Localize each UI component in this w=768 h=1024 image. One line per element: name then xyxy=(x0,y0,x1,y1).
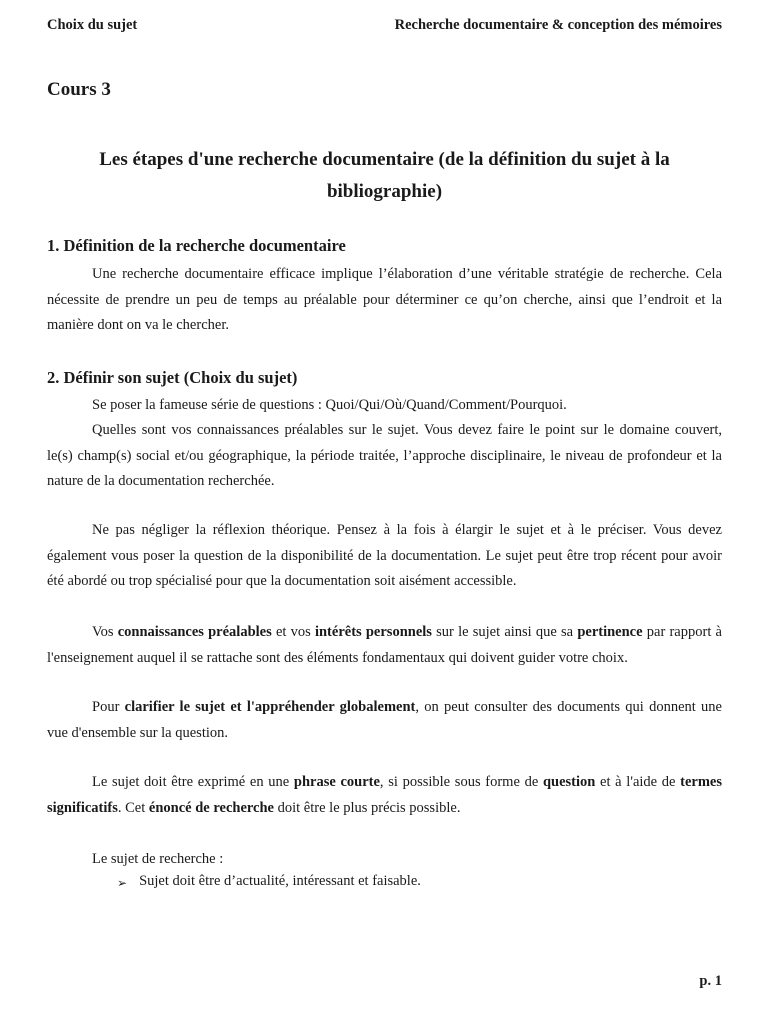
section2-heading: 2. Définir son sujet (Choix du sujet) xyxy=(47,368,298,387)
section1-paragraph: Une recherche documentaire efficace implique l’élaboration d’une véritable stratégie de recherche. Cela nécessite de prendre un peu de temps au préalable pour déterminer ce qu’on cherche, ainsi que l’endroit et la manière dont on va le chercher. xyxy=(47,266,722,334)
page-header xyxy=(47,17,722,34)
clarify-paragraph: Pour clarifier le sujet et l'appréhender globalement, on peut consulter des documents qui donnent une vue d'ensemble sur la question. xyxy=(47,699,722,741)
questions-line: Se poser la fameuse série de questions : Quoi/Qui/Où/Quand/Comment/Pourquoi. xyxy=(92,397,567,413)
course-label: Cours 3 xyxy=(47,79,111,100)
arrowhead-right-icon: ➢ xyxy=(117,876,128,890)
expression-paragraph: Le sujet doit être exprimé en une phrase courte, si possible sous forme de question et à l'aide de termes significatifs. Cet énoncé de recherche doit être le plus précis possible. xyxy=(47,774,723,816)
criteria-paragraph: Vos connaissances préalables et vos intérêts personnels sur le sujet ainsi que sa pertinence par rapport à l'enseignement auquel il se rattache sont des éléments fondamentaux qui doivent guider votre choix. xyxy=(47,624,722,666)
theory-paragraph: Ne pas négliger la réflexion théorique. Pensez à la fois à élargir le sujet et à le préciser. Vous devez également vous poser la question de la disponibilité de la documentation. Le sujet peut être trop récent pour avoir été abordé ou trop spécialisé pour que la documentation soit aisément accessible. xyxy=(47,522,722,590)
bullet-text: Sujet doit être d’actualité, intéressant et faisable. xyxy=(139,873,421,889)
subject-label: Le sujet de recherche : xyxy=(92,851,224,867)
bullet-item xyxy=(117,873,421,893)
header-left: Choix du sujet xyxy=(47,17,138,33)
knowledge-paragraph: Quelles sont vos connaissances préalables sur le sujet. Vous devez faire le point sur le domaine couvert, le(s) champ(s) social et/ou géographique, la période traitée, l’approche disciplinaire, le niveau de profondeur et la nature de la documentation recherchée. xyxy=(47,422,722,490)
header-right: Recherche documentaire & conception des mémoires xyxy=(394,17,722,33)
document-title: Les étapes d'une recherche documentaire (de la définition du sujet à la bibliographie) xyxy=(99,149,670,202)
section1-heading: 1. Définition de la recherche documentaire xyxy=(47,236,346,255)
page-number: p. 1 xyxy=(699,973,722,989)
